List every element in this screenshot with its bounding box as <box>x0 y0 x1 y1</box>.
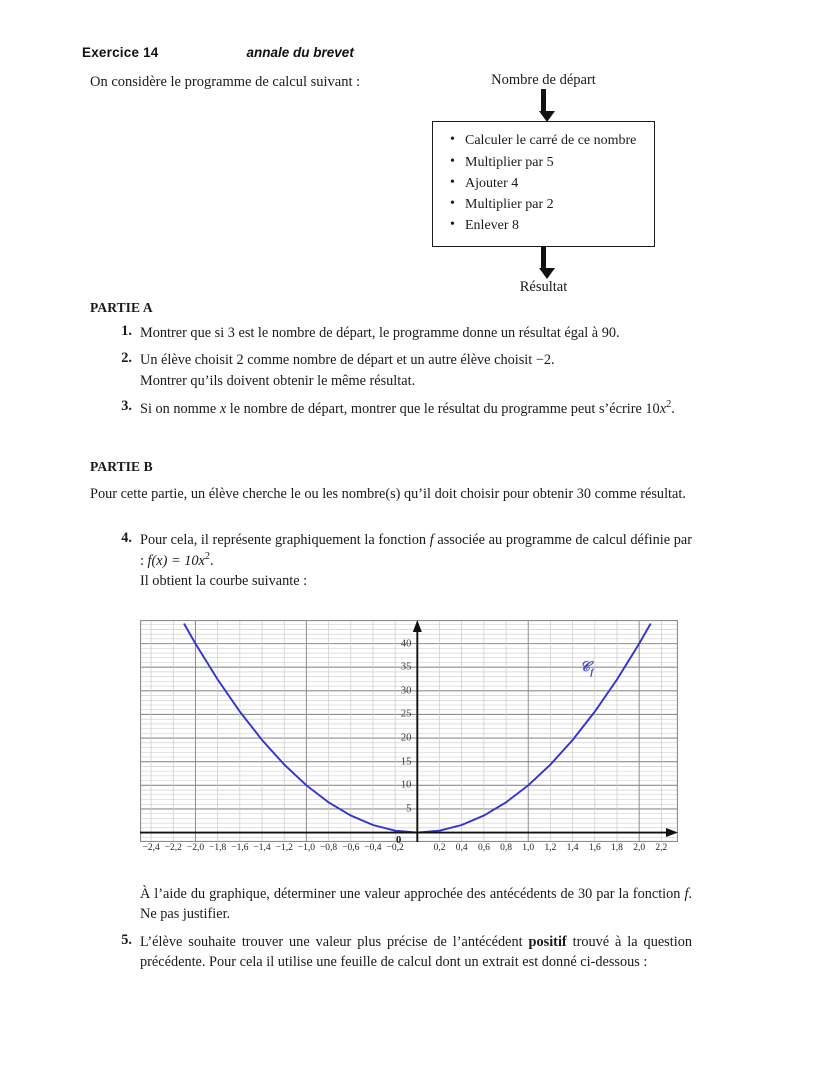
y-tick-label: 10 <box>400 779 412 791</box>
item-number: 5. <box>121 931 132 948</box>
partie-a-title: PARTIE A <box>90 300 153 315</box>
item-text-sub: Il obtient la courbe suivante : <box>140 573 308 590</box>
item-number: 4. <box>121 530 132 546</box>
x-tick-label: 1,2 <box>544 843 557 853</box>
item-text <box>140 530 692 592</box>
origin-label: 0 <box>396 835 402 846</box>
item-text-pre: Pour cela, il représente graphiquement la fonction <box>140 532 430 548</box>
list-item <box>110 398 692 419</box>
item-text-sub: Montrer qu’ils doivent obtenir le même résultat. <box>140 372 416 389</box>
item-text: Montrer que si 3 est le nombre de départ, le programme donne un résultat égal à 90. <box>140 325 620 341</box>
after-graph-text <box>110 884 692 979</box>
math-variable-f: f <box>429 532 434 548</box>
math-exponent: 2 <box>204 551 210 563</box>
list-item <box>110 884 692 925</box>
curve-label-c: 𝒞 <box>580 660 591 675</box>
x-tick-label: 0,4 <box>455 843 468 853</box>
item-text-post: trouvé à la question précédente. Pour cela il utilise une feuille de calcul dont un extrait est donné ci-dessous : <box>140 933 692 970</box>
y-tick-label: 20 <box>400 732 412 744</box>
x-tick-label: −1,0 <box>297 843 316 853</box>
item-text-post: associée au programme de calcul définie par : <box>140 532 692 570</box>
x-tick-label: 1,0 <box>522 843 535 853</box>
x-tick-label: −1,4 <box>253 843 271 853</box>
x-tick-label: 0,2 <box>433 843 446 853</box>
x-tick-label: 0,6 <box>477 843 490 853</box>
item-text <box>140 398 692 419</box>
x-tick-label: −2,0 <box>186 843 205 853</box>
item-text-end: . <box>209 553 214 570</box>
partie-a-list <box>110 323 692 426</box>
y-tick-label: 35 <box>400 661 412 673</box>
exercise-header <box>82 45 702 60</box>
y-tick-label: 5 <box>406 803 412 815</box>
y-tick-label: 30 <box>400 685 412 697</box>
math-formula-body: (x) = 10x <box>151 553 205 570</box>
flowchart-step: • Multiplier par 5 <box>463 152 644 173</box>
item-text-bold: positif <box>528 933 567 950</box>
item-number-spacer <box>110 884 140 925</box>
math-variable-x2: x <box>659 400 667 417</box>
x-tick-label: 1,4 <box>566 843 579 853</box>
item-text-post: le nombre de départ, montrer que le résultat du programme peut s’écrire 10 <box>226 400 660 417</box>
x-tick-label: −2,2 <box>164 843 182 853</box>
x-tick-label: −1,2 <box>275 843 293 853</box>
flowchart-output-label: Résultat <box>519 278 568 295</box>
item-number: 3. <box>121 397 132 414</box>
item-text-pre: Si on nomme <box>140 400 220 417</box>
x-tick-label: 1,6 <box>588 843 601 853</box>
flowchart-step: • Multiplier par 2 <box>463 194 644 215</box>
x-tick-label: −1,6 <box>231 843 249 853</box>
arrow-down-bottom <box>539 247 548 279</box>
x-tick-label: −0,2 <box>386 843 404 853</box>
item-number: 1. <box>121 323 132 339</box>
partie-b-list-item4 <box>110 530 692 599</box>
calculation-program-flowchart <box>431 72 656 296</box>
x-tick-label: −0,4 <box>364 843 382 853</box>
math-exponent: 2 <box>666 398 672 410</box>
item-text-main: Un élève choisit 2 comme nombre de départ et un autre élève choisit −2. <box>140 352 555 369</box>
curve-label-sub: f <box>590 666 594 678</box>
partie-b-intro: Pour cette partie, un élève cherche le ou les nombre(s) qu’il doit choisir pour obtenir 30 comme résultat. <box>90 486 686 502</box>
item-text <box>140 932 692 973</box>
intro-text: On considère le programme de calcul suivant : <box>90 74 361 90</box>
exercise-source: annale du brevet <box>246 45 354 60</box>
x-tick-label: 2,0 <box>633 843 646 853</box>
x-tick-label: −1,8 <box>209 843 227 853</box>
item-text <box>140 884 692 925</box>
list-item <box>110 323 692 343</box>
curve-label <box>580 660 593 678</box>
flowchart-steps-list <box>447 130 644 236</box>
y-tick-label: 25 <box>400 708 412 720</box>
x-tick-label: −0,8 <box>319 843 338 853</box>
x-tick-label: −2,4 <box>142 843 160 853</box>
exercise-title: Exercice 14 <box>82 45 159 60</box>
item-text-pre: L’élève souhaite trouver une valeur plus précise de l’antécédent <box>140 933 529 950</box>
x-tick-label: 0,8 <box>500 843 512 853</box>
arrow-down-top <box>539 89 548 121</box>
item-text-post: . Ne pas justifier. <box>140 886 692 923</box>
x-tick-label: −0,6 <box>342 843 360 853</box>
x-tick-label: 1,8 <box>611 843 623 853</box>
list-item <box>110 932 692 973</box>
list-item <box>110 350 692 391</box>
y-tick-label: 15 <box>400 756 412 768</box>
flowchart-step: • Calculer le carré de ce nombre <box>463 130 644 151</box>
flowchart-step: • Enlever 8 <box>463 215 644 236</box>
flowchart-steps-box <box>432 121 655 246</box>
item-text-end: . <box>671 400 675 417</box>
math-function-f: f <box>147 553 152 570</box>
math-variable-x: x <box>219 400 227 417</box>
item-number: 2. <box>121 350 132 367</box>
math-variable-f: f <box>684 886 689 902</box>
list-item <box>110 530 692 592</box>
y-tick-label: 40 <box>400 638 412 650</box>
x-axis-labels <box>132 843 692 861</box>
flowchart-input-label: Nombre de départ <box>491 72 596 88</box>
flowchart-step: • Ajouter 4 <box>463 173 644 194</box>
x-tick-label: 2,2 <box>655 843 668 853</box>
item-text <box>140 350 692 391</box>
partie-b-title: PARTIE B <box>90 459 153 474</box>
item-text-pre: À l’aide du graphique, déterminer une valeur approchée des antécédents de 30 par la fonction <box>140 886 685 902</box>
